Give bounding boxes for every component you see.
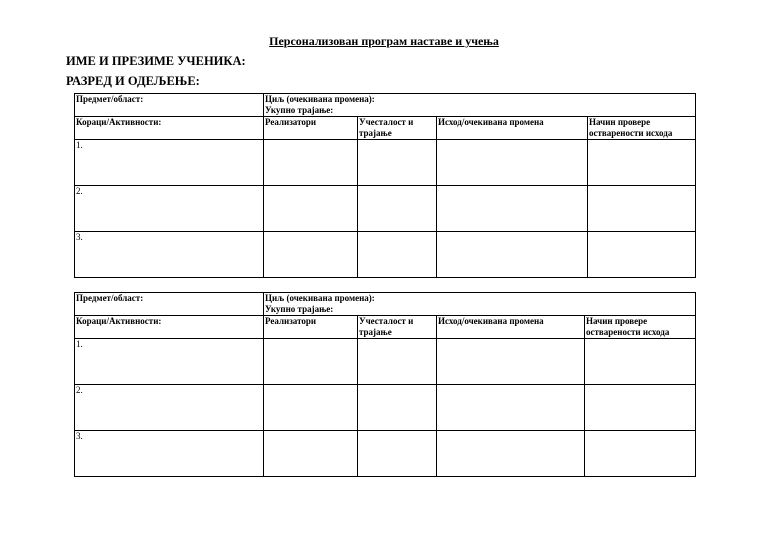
class-label: РАЗРЕД И ОДЕЉЕЊЕ: <box>66 74 200 88</box>
subject-label: Предмет/област: <box>75 94 264 117</box>
column-header-row <box>75 316 696 339</box>
step-number: 1. <box>75 339 264 385</box>
col-steps: Кораци/Активности: <box>75 117 264 140</box>
subject-label: Предмет/област: <box>75 293 264 316</box>
student-name-label: ИМЕ И ПРЕЗИМЕ УЧЕНИКА: <box>66 54 246 68</box>
duration-label: Укупно трајање: <box>265 104 334 115</box>
table-row <box>75 186 696 232</box>
empty-cell[interactable] <box>588 232 696 278</box>
col-frequency: Учесталост и трајање <box>358 316 437 339</box>
table-row <box>75 140 696 186</box>
empty-cell[interactable] <box>585 385 696 431</box>
col-frequency: Учесталост и трајање <box>358 117 437 140</box>
table-row <box>75 431 696 477</box>
col-verification: Начин провере остварености исхода <box>588 117 696 140</box>
col-verification: Начин провере остварености исхода <box>585 316 696 339</box>
empty-cell[interactable] <box>437 431 585 477</box>
table-row <box>75 339 696 385</box>
step-number: 1. <box>75 140 264 186</box>
col-outcome: Исход/очекивана промена <box>437 117 588 140</box>
empty-cell[interactable] <box>437 232 588 278</box>
empty-cell[interactable] <box>437 385 585 431</box>
empty-cell[interactable] <box>585 339 696 385</box>
col-steps: Кораци/Активности: <box>75 316 264 339</box>
step-number: 3. <box>75 232 264 278</box>
empty-cell[interactable] <box>358 186 437 232</box>
empty-cell[interactable] <box>264 232 358 278</box>
step-number: 2. <box>75 385 264 431</box>
empty-cell[interactable] <box>588 140 696 186</box>
empty-cell[interactable] <box>358 339 437 385</box>
table-row <box>75 385 696 431</box>
goal-label: Циљ (очекивана промена): <box>265 293 375 303</box>
duration-label: Укупно трајање: <box>265 303 334 314</box>
document-title: Персонализован програм наставе и учења <box>269 34 499 48</box>
step-number: 2. <box>75 186 264 232</box>
plan-table-1 <box>74 93 696 278</box>
empty-cell[interactable] <box>358 431 437 477</box>
empty-cell[interactable] <box>585 431 696 477</box>
table-header-row <box>75 94 696 117</box>
empty-cell[interactable] <box>264 186 358 232</box>
goal-cell <box>264 293 696 316</box>
empty-cell[interactable] <box>437 339 585 385</box>
empty-cell[interactable] <box>358 140 437 186</box>
goal-label: Циљ (очекивана промена): <box>265 94 375 104</box>
empty-cell[interactable] <box>264 431 358 477</box>
col-outcome: Исход/очекивана промена <box>437 316 585 339</box>
empty-cell[interactable] <box>264 385 358 431</box>
empty-cell[interactable] <box>358 232 437 278</box>
empty-cell[interactable] <box>588 186 696 232</box>
col-implementers: Реализатори <box>264 316 358 339</box>
column-header-row <box>75 117 696 140</box>
empty-cell[interactable] <box>437 140 588 186</box>
empty-cell[interactable] <box>264 140 358 186</box>
empty-cell[interactable] <box>437 186 588 232</box>
table-row <box>75 232 696 278</box>
col-implementers: Реализатори <box>264 117 358 140</box>
table-header-row <box>75 293 696 316</box>
empty-cell[interactable] <box>358 385 437 431</box>
step-number: 3. <box>75 431 264 477</box>
empty-cell[interactable] <box>264 339 358 385</box>
plan-table-2 <box>74 292 696 477</box>
goal-cell <box>264 94 696 117</box>
